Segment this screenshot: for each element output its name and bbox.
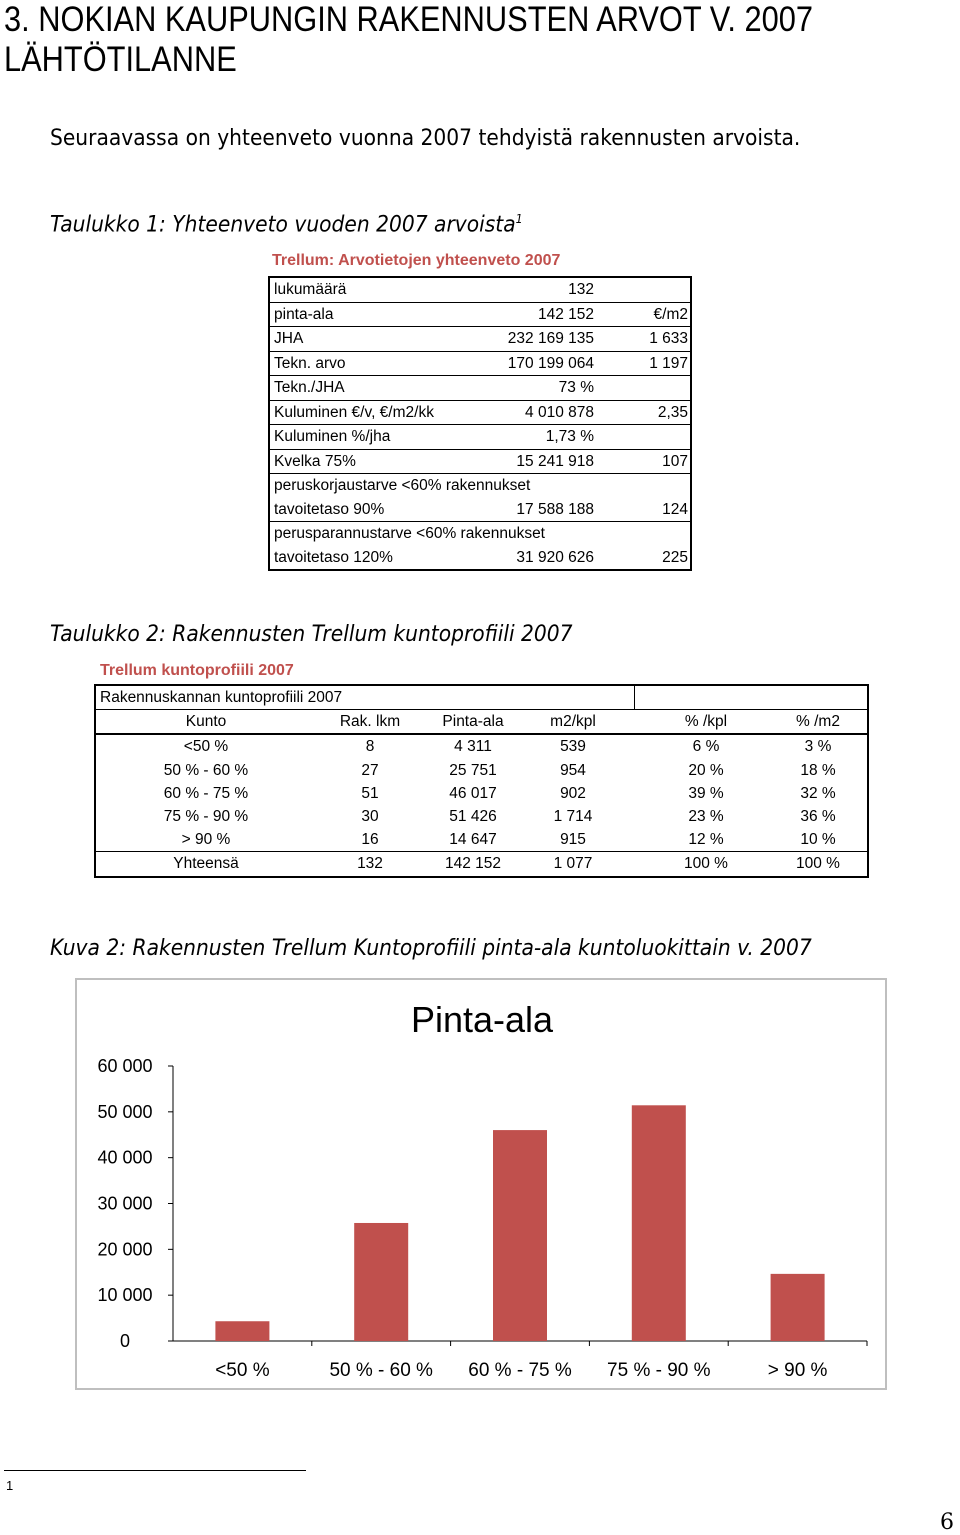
summary-row [270,303,690,328]
summary-label: Kuluminen %/jha [274,428,391,445]
summary-extra: 107 [662,452,688,470]
summary-row [270,474,690,498]
summary-value: 4 010 878 [525,403,594,421]
table-cell: 142 152 [444,855,502,873]
table-cell: 75 % - 90 % [163,807,249,825]
summary-table [268,276,692,571]
condition-profile-table [94,684,869,878]
x-tick-label: 75 % - 90 % [607,1360,711,1381]
y-tick-label: 40 000 [97,1147,153,1168]
summary-value: 31 920 626 [516,548,594,566]
summary-label: Kvelka 75% [274,452,356,470]
column-header: Kunto [185,713,227,731]
column-header: Pinta-ala [442,713,504,731]
table2-column-header-row [96,710,867,735]
x-tick-label: <50 % [215,1360,270,1381]
table-cell: 100 % [684,855,728,873]
column-header: % /kpl [684,713,728,731]
table-row [96,759,867,782]
summary-extra: 225 [662,548,688,566]
intro-paragraph: Seuraavassa on yhteenveto vuonna 2007 tehdyistä rakennusten arvoista. [50,126,801,151]
page-title-line1: 3. NOKIAN KAUPUNGIN RAKENNUSTEN ARVOT V. 2007 [4,0,814,39]
summary-label: peruskorjaustarve <60% rakennukset [274,477,531,494]
bar [632,1105,686,1341]
total-row [96,852,867,875]
bar [771,1274,825,1341]
column-header: % /m2 [796,713,840,731]
table-cell: 902 [560,784,586,802]
summary-label: perusparannustarve <60% rakennukset [274,525,545,542]
table1-caption [50,212,523,237]
summary-extra: 1 633 [649,330,688,347]
table-cell: 25 751 [449,761,497,779]
table1-header: Trellum: Arvotietojen yhteenveto 2007 [272,252,561,269]
table-cell: 20 % [688,761,724,779]
table-cell: 3 % [804,738,832,756]
footnote-divider [4,1470,306,1471]
summary-row [270,401,690,426]
column-header: m2/kpl [550,713,596,731]
table-cell: 4 311 [454,738,492,756]
summary-row [270,352,690,377]
summary-value: 73 % [558,379,594,396]
table-cell: 18 % [800,761,836,779]
table-cell: 36 % [800,807,836,825]
y-tick-label: 10 000 [97,1285,153,1306]
table-cell: 132 [357,855,383,873]
table-cell: 46 017 [449,784,497,802]
table2-header: Trellum kuntoprofiili 2007 [100,662,294,679]
table-cell: 27 [361,761,379,779]
summary-label: lukumäärä [274,281,347,298]
table-cell: 51 [361,784,379,802]
summary-row [270,546,690,570]
table-cell: 10 % [800,831,836,849]
table-cell: 954 [560,761,586,779]
summary-row [270,327,690,352]
y-tick-label: 60 000 [97,1056,153,1076]
x-tick-label: 50 % - 60 % [329,1360,433,1381]
summary-row [270,278,690,303]
table-cell: 14 647 [449,831,497,849]
summary-label: tavoitetaso 120% [274,548,393,566]
summary-row [270,522,690,546]
summary-row [270,425,690,450]
summary-row [270,450,690,475]
table-cell: 12 % [688,831,724,849]
table-cell: 32 % [800,784,836,802]
summary-label: Tekn. arvo [274,354,346,372]
summary-value: 142 152 [537,305,594,323]
summary-value: 232 169 135 [507,330,594,347]
table2-caption: Taulukko 2: Rakennusten Trellum kuntoprofiili 2007 [50,622,573,647]
summary-extra: 1 197 [649,354,688,372]
summary-row [270,498,690,523]
summary-row [270,376,690,401]
summary-label: JHA [274,330,304,347]
table-cell: 1 714 [553,807,593,825]
summary-extra: 2,35 [657,403,688,421]
bar [493,1130,547,1341]
figure-caption: Kuva 2: Rakennusten Trellum Kuntoprofiili pinta-ala kuntoluokittain v. 2007 [50,936,812,961]
table-cell: 51 426 [449,807,497,825]
bar-chart [77,980,885,1388]
x-tick-label: 60 % - 75 % [468,1360,572,1381]
table-cell: Yhteensä [173,855,239,873]
y-tick-label: 20 000 [97,1239,153,1260]
table-cell: 50 % - 60 % [163,761,249,779]
y-tick-label: 50 000 [97,1101,153,1122]
table-cell: 23 % [688,807,724,825]
summary-label: tavoitetaso 90% [274,500,385,518]
table-cell: 100 % [796,855,840,873]
table-cell: 915 [560,831,586,849]
page-number: 6 [940,1510,954,1535]
table-cell: 39 % [688,784,724,802]
footnote-number: 1 [6,1478,14,1493]
table2-divider [634,686,635,709]
chart-frame [75,978,887,1390]
bar [354,1223,408,1341]
summary-extra: €/m2 [653,305,688,323]
table-cell: 1 077 [553,855,593,873]
page-title-line2: LÄHTÖTILANNE [4,40,237,79]
footnote-ref: 1 [515,212,523,226]
column-header: Rak. lkm [339,713,401,731]
summary-label: pinta-ala [274,305,334,323]
y-tick-label: 0 [119,1331,131,1351]
table2-subheader: Rakennuskannan kuntoprofiili 2007 [100,689,343,706]
table-cell: > 90 % [181,831,231,849]
table-row [96,828,867,852]
summary-label: Kuluminen €/v, €/m2/kk [274,403,434,421]
table-cell: 8 [365,738,375,756]
page-title [4,0,813,80]
summary-label: Tekn./JHA [274,379,345,396]
chart-title: Pinta-ala [410,999,554,1040]
table-cell: 30 [361,807,379,825]
table-cell: <50 % [183,738,229,756]
bar [215,1321,269,1341]
summary-value: 132 [568,281,594,298]
table-cell: 16 [361,831,379,849]
table-row [96,735,867,758]
table-row [96,782,867,805]
x-tick-label: > 90 % [767,1360,828,1381]
table-cell: 60 % - 75 % [163,784,249,802]
summary-value: 17 588 188 [516,500,594,518]
table-cell: 539 [560,738,586,756]
summary-value: 1,73 % [545,428,594,445]
table2-subheader-row [96,686,867,710]
table-cell: 6 % [692,738,720,756]
summary-value: 15 241 918 [516,452,594,470]
y-tick-label: 30 000 [97,1193,153,1214]
summary-extra: 124 [662,500,688,518]
summary-value: 170 199 064 [507,354,594,372]
table1-caption-text: Taulukko 1: Yhteenveto vuoden 2007 arvoista [50,212,516,238]
table-row [96,805,867,828]
